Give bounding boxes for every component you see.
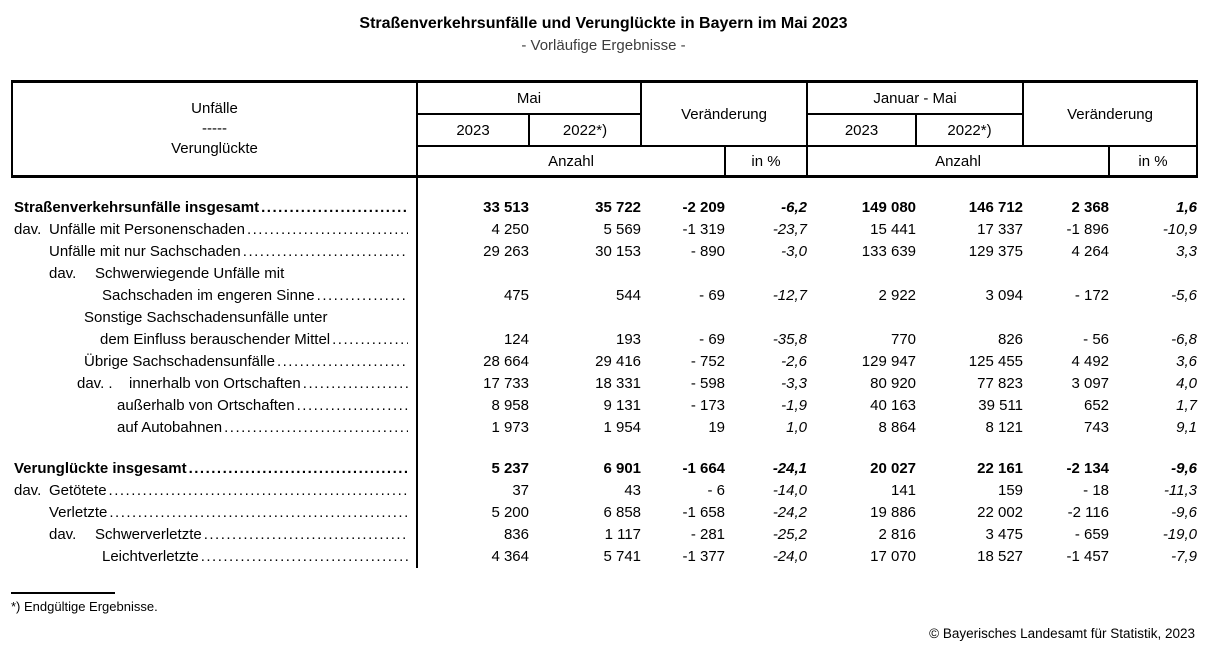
dot-leader [189, 458, 408, 480]
cell-value: 35 722 [595, 199, 642, 216]
header-anzahl-2: Anzahl [807, 146, 1109, 177]
cell-value: -2 209 [682, 199, 726, 216]
cell-value: -12,7 [772, 287, 808, 304]
cell-value: - 18 [1083, 482, 1110, 499]
page-subtitle: - Vorläufige Ergebnisse - [521, 37, 686, 54]
cell-value: -14,0 [772, 482, 808, 499]
cell-value: -7,9 [1171, 548, 1198, 565]
cell-value: -5,6 [1171, 287, 1198, 304]
footnote-rule [11, 592, 115, 594]
cell-value: 4 364 [491, 548, 529, 565]
cell-value: 743 [1083, 419, 1110, 436]
cell-value [1109, 307, 1197, 329]
cell-value: 5 569 [603, 221, 642, 238]
row-label-text: Übrige Sachschadensunfälle [84, 353, 275, 370]
cell-value: 149 080 [861, 199, 917, 216]
cell-value: 129 947 [861, 353, 917, 370]
header-label-separator: ----- [202, 120, 227, 137]
row-label [12, 351, 417, 373]
cell-value: 17 733 [483, 375, 529, 392]
dot-leader [317, 285, 408, 307]
table-row [12, 177, 1197, 220]
cell-value: 544 [615, 287, 642, 304]
header-veraenderung-1: Veränderung [641, 82, 807, 147]
cell-value: 3,3 [1176, 243, 1198, 260]
row-label [12, 285, 417, 307]
table-row [12, 329, 1197, 351]
cell-value [916, 307, 1023, 329]
cell-value: 19 886 [870, 504, 917, 521]
cell-value: 1 954 [603, 419, 642, 436]
table-row [12, 241, 1197, 263]
cell-value: 1 973 [491, 419, 529, 436]
row-label [12, 546, 417, 568]
cell-value: 6 858 [603, 504, 642, 521]
table-row [12, 395, 1197, 417]
row-label [12, 219, 417, 241]
cell-value: 37 [512, 482, 529, 499]
cell-value [1109, 263, 1197, 285]
header-verunglueckte-label: Verunglückte [171, 140, 258, 157]
cell-value: -1 664 [682, 460, 726, 477]
cell-value [916, 263, 1023, 285]
row-label [12, 439, 417, 480]
dot-leader [224, 417, 408, 439]
cell-value: 40 163 [870, 397, 917, 414]
cell-value: -11,3 [1163, 482, 1198, 499]
dot-leader [332, 329, 408, 351]
row-label-text: Getötete [49, 482, 107, 499]
row-label-text: dem Einfluss berauschender Mittel [100, 331, 331, 348]
header-in-percent-1: in % [725, 146, 807, 177]
cell-value: 30 153 [595, 243, 642, 260]
cell-value: 43 [624, 482, 642, 499]
cell-value: 770 [890, 331, 917, 348]
header-veraenderung-2: Veränderung [1023, 82, 1197, 147]
row-label-text: Schwerverletzte [95, 526, 202, 543]
table-row [12, 373, 1197, 395]
cell-value: 4 492 [1071, 353, 1110, 370]
cell-value: 20 027 [870, 460, 917, 477]
cell-value: 19 [708, 419, 726, 436]
dot-leader [109, 480, 408, 502]
cell-value: 3 094 [985, 287, 1024, 304]
cell-value: -2 134 [1066, 460, 1110, 477]
row-label-text: Verunglückte insgesamt [14, 460, 187, 477]
cell-value: 2 816 [878, 526, 917, 543]
cell-value: 6 901 [603, 460, 642, 477]
cell-value: -6,8 [1171, 331, 1198, 348]
cell-value: -9,6 [1171, 504, 1198, 521]
cell-value: 18 527 [977, 548, 1024, 565]
row-label [12, 480, 417, 502]
table-row [12, 439, 1197, 480]
cell-value: - 172 [1074, 287, 1110, 304]
row-label [12, 395, 417, 417]
table-row [12, 351, 1197, 373]
cell-value: -10,9 [1162, 221, 1198, 238]
cell-value [529, 307, 641, 329]
header-row-label [12, 82, 417, 177]
cell-value: 133 639 [861, 243, 917, 260]
cell-value [807, 263, 916, 285]
cell-value: -1,9 [781, 397, 808, 414]
table-row [12, 417, 1197, 439]
cell-value: 9 131 [603, 397, 642, 414]
cell-value: -9,6 [1171, 460, 1198, 477]
table-row [12, 219, 1197, 241]
row-label-text: Schwerwiegende Unfälle mit [95, 265, 285, 282]
row-label-prefix: dav. [14, 482, 42, 499]
row-label-text: Sonstige Sachschadensunfälle unter [84, 309, 328, 326]
cell-value: 4 250 [491, 221, 529, 238]
cell-value: -1 377 [682, 548, 726, 565]
cell-value: -25,2 [772, 526, 808, 543]
row-label-prefix: dav. . [77, 375, 113, 392]
dot-leader [247, 219, 408, 241]
cell-value: 17 337 [977, 221, 1024, 238]
cell-value: - 281 [690, 526, 726, 543]
header-janmai-2023: 2023 [807, 114, 916, 146]
header-mai-2022: 2022*) [529, 114, 641, 146]
cell-value: -3,3 [781, 375, 808, 392]
row-label-text: Unfälle mit nur Sachschaden [49, 243, 241, 260]
cell-value: -19,0 [1162, 526, 1198, 543]
cell-value: 1,6 [1176, 199, 1198, 216]
row-label [12, 417, 417, 439]
dot-leader [243, 241, 408, 263]
cell-value: 826 [997, 331, 1024, 348]
header-mai-2023: 2023 [417, 114, 529, 146]
table-row [12, 546, 1197, 568]
cell-value: -2,6 [781, 353, 808, 370]
cell-value: 836 [503, 526, 529, 543]
cell-value: -3,0 [781, 243, 808, 260]
header-anzahl-1: Anzahl [417, 146, 725, 177]
row-label-text: innerhalb von Ortschaften [129, 375, 301, 392]
row-label-prefix: dav. [49, 526, 77, 543]
cell-value: 124 [503, 331, 529, 348]
footnote: *) Endgültige Ergebnisse. [11, 599, 158, 614]
cell-value [1023, 263, 1109, 285]
cell-value: 29 263 [483, 243, 529, 260]
cell-value: - 69 [699, 331, 726, 348]
row-label [12, 502, 417, 524]
cell-value: -1 457 [1066, 548, 1110, 565]
table-body [12, 177, 1197, 569]
cell-value: 8 958 [491, 397, 529, 414]
cell-value: -1 896 [1066, 221, 1110, 238]
dot-leader [109, 502, 408, 524]
cell-value: -23,7 [772, 221, 808, 238]
cell-value: -2 116 [1067, 504, 1110, 521]
cell-value: 2 922 [878, 287, 917, 304]
dot-leader [204, 524, 408, 546]
cell-value: 3,6 [1176, 353, 1198, 370]
cell-value [417, 263, 529, 285]
row-label [12, 307, 417, 329]
cell-value: 8 121 [985, 419, 1024, 436]
cell-value: - 56 [1083, 331, 1110, 348]
statistics-table [11, 80, 1198, 568]
header-group-mai: Mai [417, 82, 641, 115]
cell-value: 1,7 [1176, 397, 1198, 414]
cell-value: - 598 [690, 375, 726, 392]
cell-value: 159 [997, 482, 1024, 499]
dot-leader [261, 197, 408, 219]
cell-value: 22 161 [977, 460, 1024, 477]
table-row [12, 524, 1197, 546]
row-label [12, 329, 417, 351]
cell-value: 18 331 [595, 375, 642, 392]
cell-value: -24,1 [772, 460, 808, 477]
cell-value: 193 [615, 331, 642, 348]
cell-value: 3 097 [1071, 375, 1110, 392]
row-label-text: auf Autobahnen [117, 419, 223, 436]
table-row [12, 307, 1197, 329]
cell-value: 77 823 [977, 375, 1024, 392]
cell-value: 2 368 [1071, 199, 1110, 216]
row-label [12, 177, 417, 220]
copyright: © Bayerisches Landesamt für Statistik, 2023 [929, 626, 1195, 641]
row-label [12, 373, 417, 395]
row-label-text: Straßenverkehrsunfälle insgesamt [14, 199, 260, 216]
cell-value: 5 200 [491, 504, 529, 521]
cell-value [529, 263, 641, 285]
cell-value: 9,1 [1176, 419, 1198, 436]
row-label-text: Verletzte [49, 504, 108, 521]
cell-value: -35,8 [772, 331, 808, 348]
cell-value: 33 513 [483, 199, 529, 216]
cell-value: - 6 [707, 482, 726, 499]
cell-value: 129 375 [968, 243, 1024, 260]
cell-value: - 69 [699, 287, 726, 304]
cell-value [417, 307, 529, 329]
cell-value: - 890 [690, 243, 726, 260]
header-unfaelle-label: Unfälle [191, 100, 238, 117]
table-row [12, 502, 1197, 524]
cell-value [641, 263, 725, 285]
table-row [12, 480, 1197, 502]
page-title: Straßenverkehrsunfälle und Verunglückte in Bayern im Mai 2023 [359, 15, 848, 32]
cell-value: -24,2 [772, 504, 808, 521]
cell-value: 28 664 [483, 353, 529, 370]
cell-value [725, 307, 807, 329]
dot-leader [297, 395, 408, 417]
cell-value [725, 263, 807, 285]
dot-leader [201, 546, 408, 568]
cell-value: 8 864 [878, 419, 917, 436]
cell-value: -1 658 [682, 504, 726, 521]
cell-value: 4 264 [1071, 243, 1110, 260]
cell-value: 141 [890, 482, 917, 499]
cell-value: - 752 [690, 353, 726, 370]
cell-value [807, 307, 916, 329]
row-label [12, 241, 417, 263]
row-label [12, 263, 417, 285]
row-label-text: Sachschaden im engeren Sinne [102, 287, 315, 304]
cell-value: 125 455 [968, 353, 1024, 370]
cell-value [641, 307, 725, 329]
cell-value: -6,2 [781, 199, 808, 216]
table-header [12, 82, 1197, 177]
cell-value: 4,0 [1176, 375, 1198, 392]
header-group-januar-mai: Januar - Mai [807, 82, 1023, 115]
cell-value: 15 441 [870, 221, 917, 238]
cell-value: - 173 [690, 397, 726, 414]
cell-value: 5 741 [603, 548, 642, 565]
cell-value: 652 [1083, 397, 1110, 414]
header-in-percent-2: in % [1109, 146, 1197, 177]
dot-leader [303, 373, 408, 395]
row-label [12, 524, 417, 546]
row-label-text: außerhalb von Ortschaften [117, 397, 295, 414]
row-label-prefix: dav. [49, 265, 77, 282]
header-janmai-2022: 2022*) [916, 114, 1023, 146]
row-label-text: Leichtverletzte [102, 548, 199, 565]
cell-value: 146 712 [968, 199, 1024, 216]
cell-value: -1 319 [682, 221, 726, 238]
cell-value: 5 237 [491, 460, 529, 477]
cell-value: 475 [503, 287, 529, 304]
table-row [12, 263, 1197, 285]
cell-value: 1 117 [604, 526, 642, 543]
row-label-prefix: dav. [14, 221, 42, 238]
cell-value [1023, 307, 1109, 329]
cell-value: 80 920 [870, 375, 917, 392]
cell-value: 29 416 [595, 353, 642, 370]
cell-value: 3 475 [985, 526, 1024, 543]
cell-value: - 659 [1074, 526, 1110, 543]
table-row [12, 285, 1197, 307]
dot-leader [277, 351, 408, 373]
cell-value: 17 070 [870, 548, 917, 565]
cell-value: 22 002 [977, 504, 1024, 521]
cell-value: 39 511 [978, 397, 1024, 414]
cell-value: -24,0 [772, 548, 808, 565]
row-label-text: Unfälle mit Personenschaden [49, 221, 245, 238]
cell-value: 1,0 [786, 419, 808, 436]
